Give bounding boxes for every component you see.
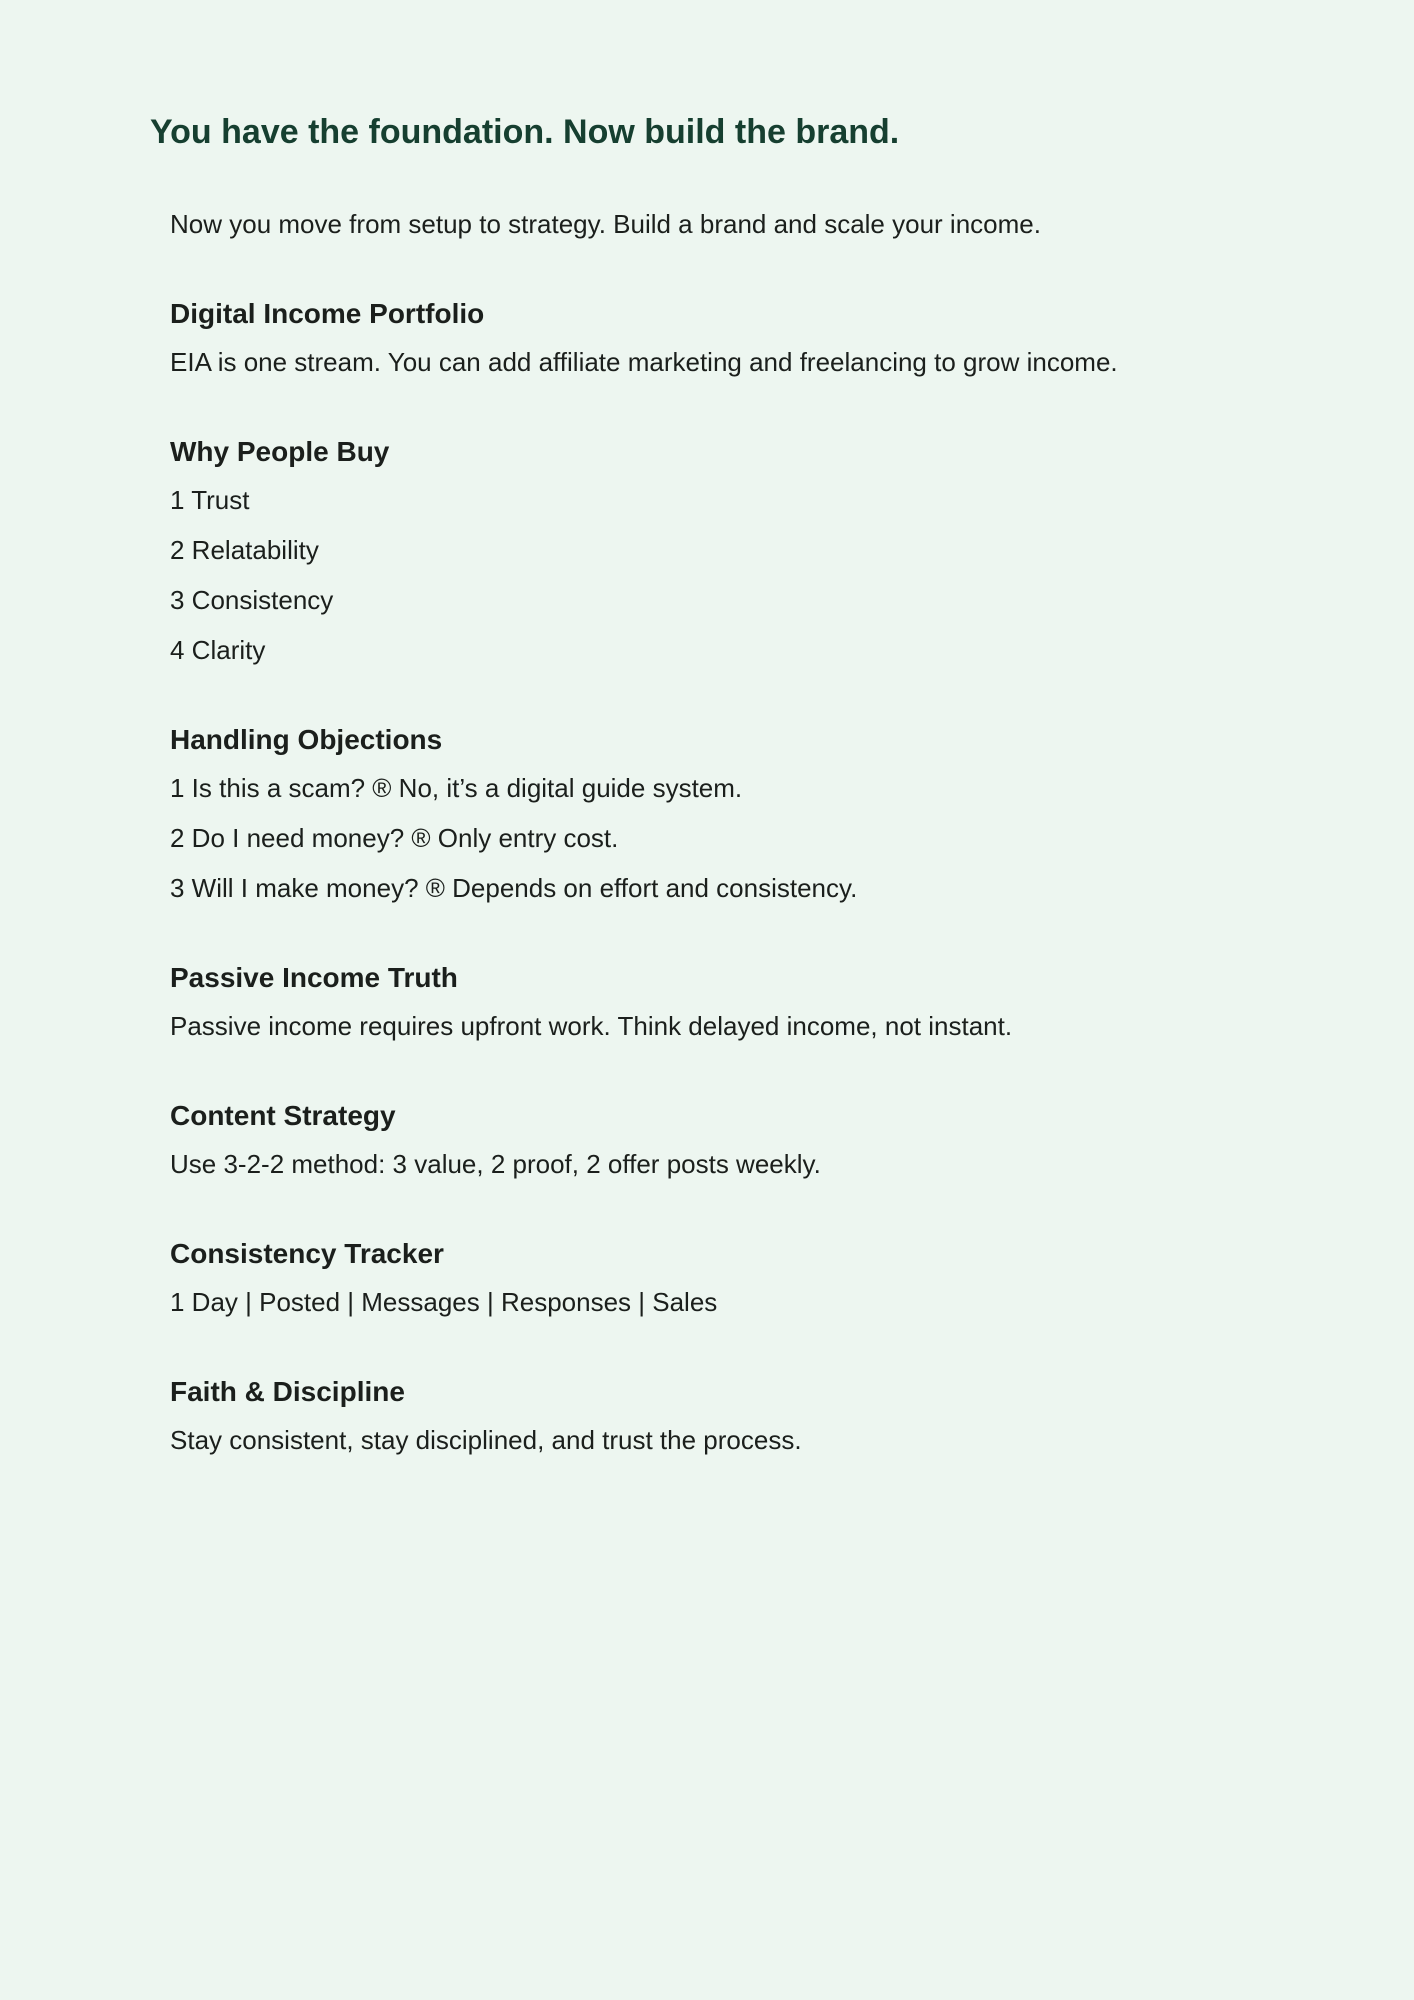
list-item: 2 Relatability — [170, 535, 319, 565]
section-passive-income-truth — [170, 958, 1264, 1044]
section-text: Use 3-2-2 method: 3 value, 2 proof, 2 offer posts weekly. — [170, 1149, 821, 1179]
list-item: 1 Is this a scam? ® No, it’s a digital guide system. — [170, 773, 743, 803]
section-text: Passive income requires upfront work. Think delayed income, not instant. — [170, 1011, 1013, 1041]
list-item: 4 Clarity — [170, 635, 266, 665]
list-item: 2 Do I need money? ® Only entry cost. — [170, 823, 619, 853]
list-item: 3 Consistency — [170, 585, 334, 615]
list-item: 1 Trust — [170, 485, 250, 515]
intro-paragraph: Now you move from setup to strategy. Build a brand and scale your income. — [170, 209, 1041, 239]
section-heading: Why People Buy — [170, 436, 390, 467]
section-heading: Passive Income Truth — [170, 962, 458, 993]
section-heading: Handling Objections — [170, 724, 443, 755]
document-content — [170, 206, 1264, 1458]
section-heading: Faith & Discipline — [170, 1376, 405, 1407]
section-why-people-buy — [170, 432, 1264, 668]
section-heading: Digital Income Portfolio — [170, 298, 485, 329]
section-handling-objections — [170, 720, 1264, 906]
section-heading: Content Strategy — [170, 1100, 396, 1131]
section-heading: Consistency Tracker — [170, 1238, 444, 1269]
section-text: Stay consistent, stay disciplined, and trust the process. — [170, 1425, 802, 1455]
page-title: You have the foundation. Now build the brand. — [150, 113, 900, 151]
section-faith-discipline — [170, 1372, 1264, 1458]
section-consistency-tracker — [170, 1234, 1264, 1320]
section-text: EIA is one stream. You can add affiliate marketing and freelancing to grow income. — [170, 347, 1118, 377]
section-digital-income-portfolio — [170, 294, 1264, 380]
list-item: 3 Will I make money? ® Depends on effort and consistency. — [170, 873, 858, 903]
section-content-strategy — [170, 1096, 1264, 1182]
section-text: 1 Day | Posted | Messages | Responses | Sales — [170, 1287, 718, 1317]
